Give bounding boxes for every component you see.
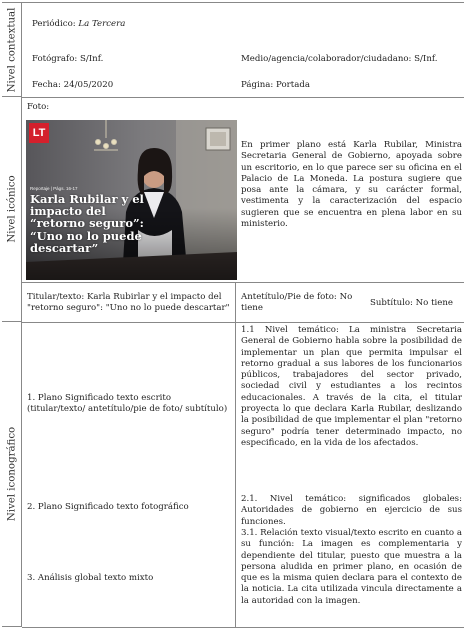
row-2-analysis: 2.1. Nivel temático: significados globales: Autoridades de gobierno en ejercicio de sus funciones.: [241, 494, 462, 527]
photo-kicker: Reportaje | Págs. 16-17: [30, 186, 78, 191]
level-iconographic-text: Nivel iconográfico: [6, 426, 17, 522]
photo-headline: Karla Rubilar y el impacto del “retorno seguro”: “Uno no lo puede descartar”: [30, 192, 144, 255]
fecha-field: Fecha: 24/05/2020: [32, 80, 114, 90]
divider: [22, 282, 464, 283]
analysis-table: [2, 2, 464, 627]
level-label-contextual: [2, 3, 22, 97]
context-section: [22, 3, 464, 98]
medio-field: Medio/agencia/colaborador/ciudadano: S/Inf.: [241, 54, 438, 64]
cover-photo: [26, 120, 237, 280]
level-contextual-text: Nivel contextual: [6, 7, 17, 92]
level-label-iconographic: [2, 322, 22, 627]
row-3-label: 3. Análisis global texto mixto: [27, 573, 154, 583]
photo-description: En primer plano está Karla Rubilar, Ministra Secretaria General de Gobierno, apoyada sobre un escritorio, en lo que parece ser su oficina en el Palacio de La Moneda. La postura sugiere que posa ante la cámara, y su carácter formal, vestimenta y la caracterización del espacio sugieren que se encuentra en plena labor en su ministerio.: [241, 140, 462, 230]
subtitulo-field: Subtítulo: No tiene: [370, 298, 453, 308]
pagina-field: Página: Portada: [241, 80, 310, 90]
fotografo-field: Fotógrafo: S/Inf.: [32, 54, 104, 64]
row-1-label: 1. Plano Significado texto escrito (titular/texto/ antetítulo/pie de foto/ subtítulo): [27, 393, 228, 415]
iconographic-section: [22, 322, 464, 628]
level-iconic-text: Nivel icónico: [6, 175, 17, 243]
foto-label: Foto:: [27, 102, 50, 112]
level-label-iconic: [2, 97, 22, 322]
titular-field: Titular/texto: Karla Rubirlar y el impacto del "retorno seguro": "Uno no lo puede descartar": [27, 292, 230, 314]
row-3-analysis: 3.1. Relación texto visual/texto escrito en cuanto a su función: La imagen es complementaria y dependiente del titular, puesto que muestra a la persona aludida en primer plano, en ocasión de que es la misma quien declara para el contexto de la noticia. La cita utilizada vincula directamente a la autoridad con la imagen.: [241, 528, 462, 606]
periodico-field: [32, 19, 125, 30]
antetitulo-field: Antetítulo/Pie de foto: No tiene: [241, 292, 353, 314]
row-1-analysis: 1.1 Nivel temático: La ministra Secretaria General de Gobierno habla sobre la posibilidad de implementar un plan que permita impulsar el retorno gradual a sus labores de los funcionarios públicos, trabajadores del sector privado, sociedad civil y estudiantes a los recintos educacionales. A través de la cita, el titular proyecta lo que declara Karla Rubilar, deslizando la posibilidad de que implementar el plan "retorno seguro" podría tener determinado impacto, no especificado, en la vida de los afectados.: [241, 325, 462, 448]
divider: [235, 322, 236, 627]
divider: [235, 282, 236, 322]
newspaper-logo: LT: [29, 123, 49, 143]
periodico-label: Periódico:: [32, 19, 76, 29]
row-2-label: 2. Plano Significado texto fotográfico: [27, 502, 189, 512]
periodico-value: La Tercera: [78, 19, 126, 29]
